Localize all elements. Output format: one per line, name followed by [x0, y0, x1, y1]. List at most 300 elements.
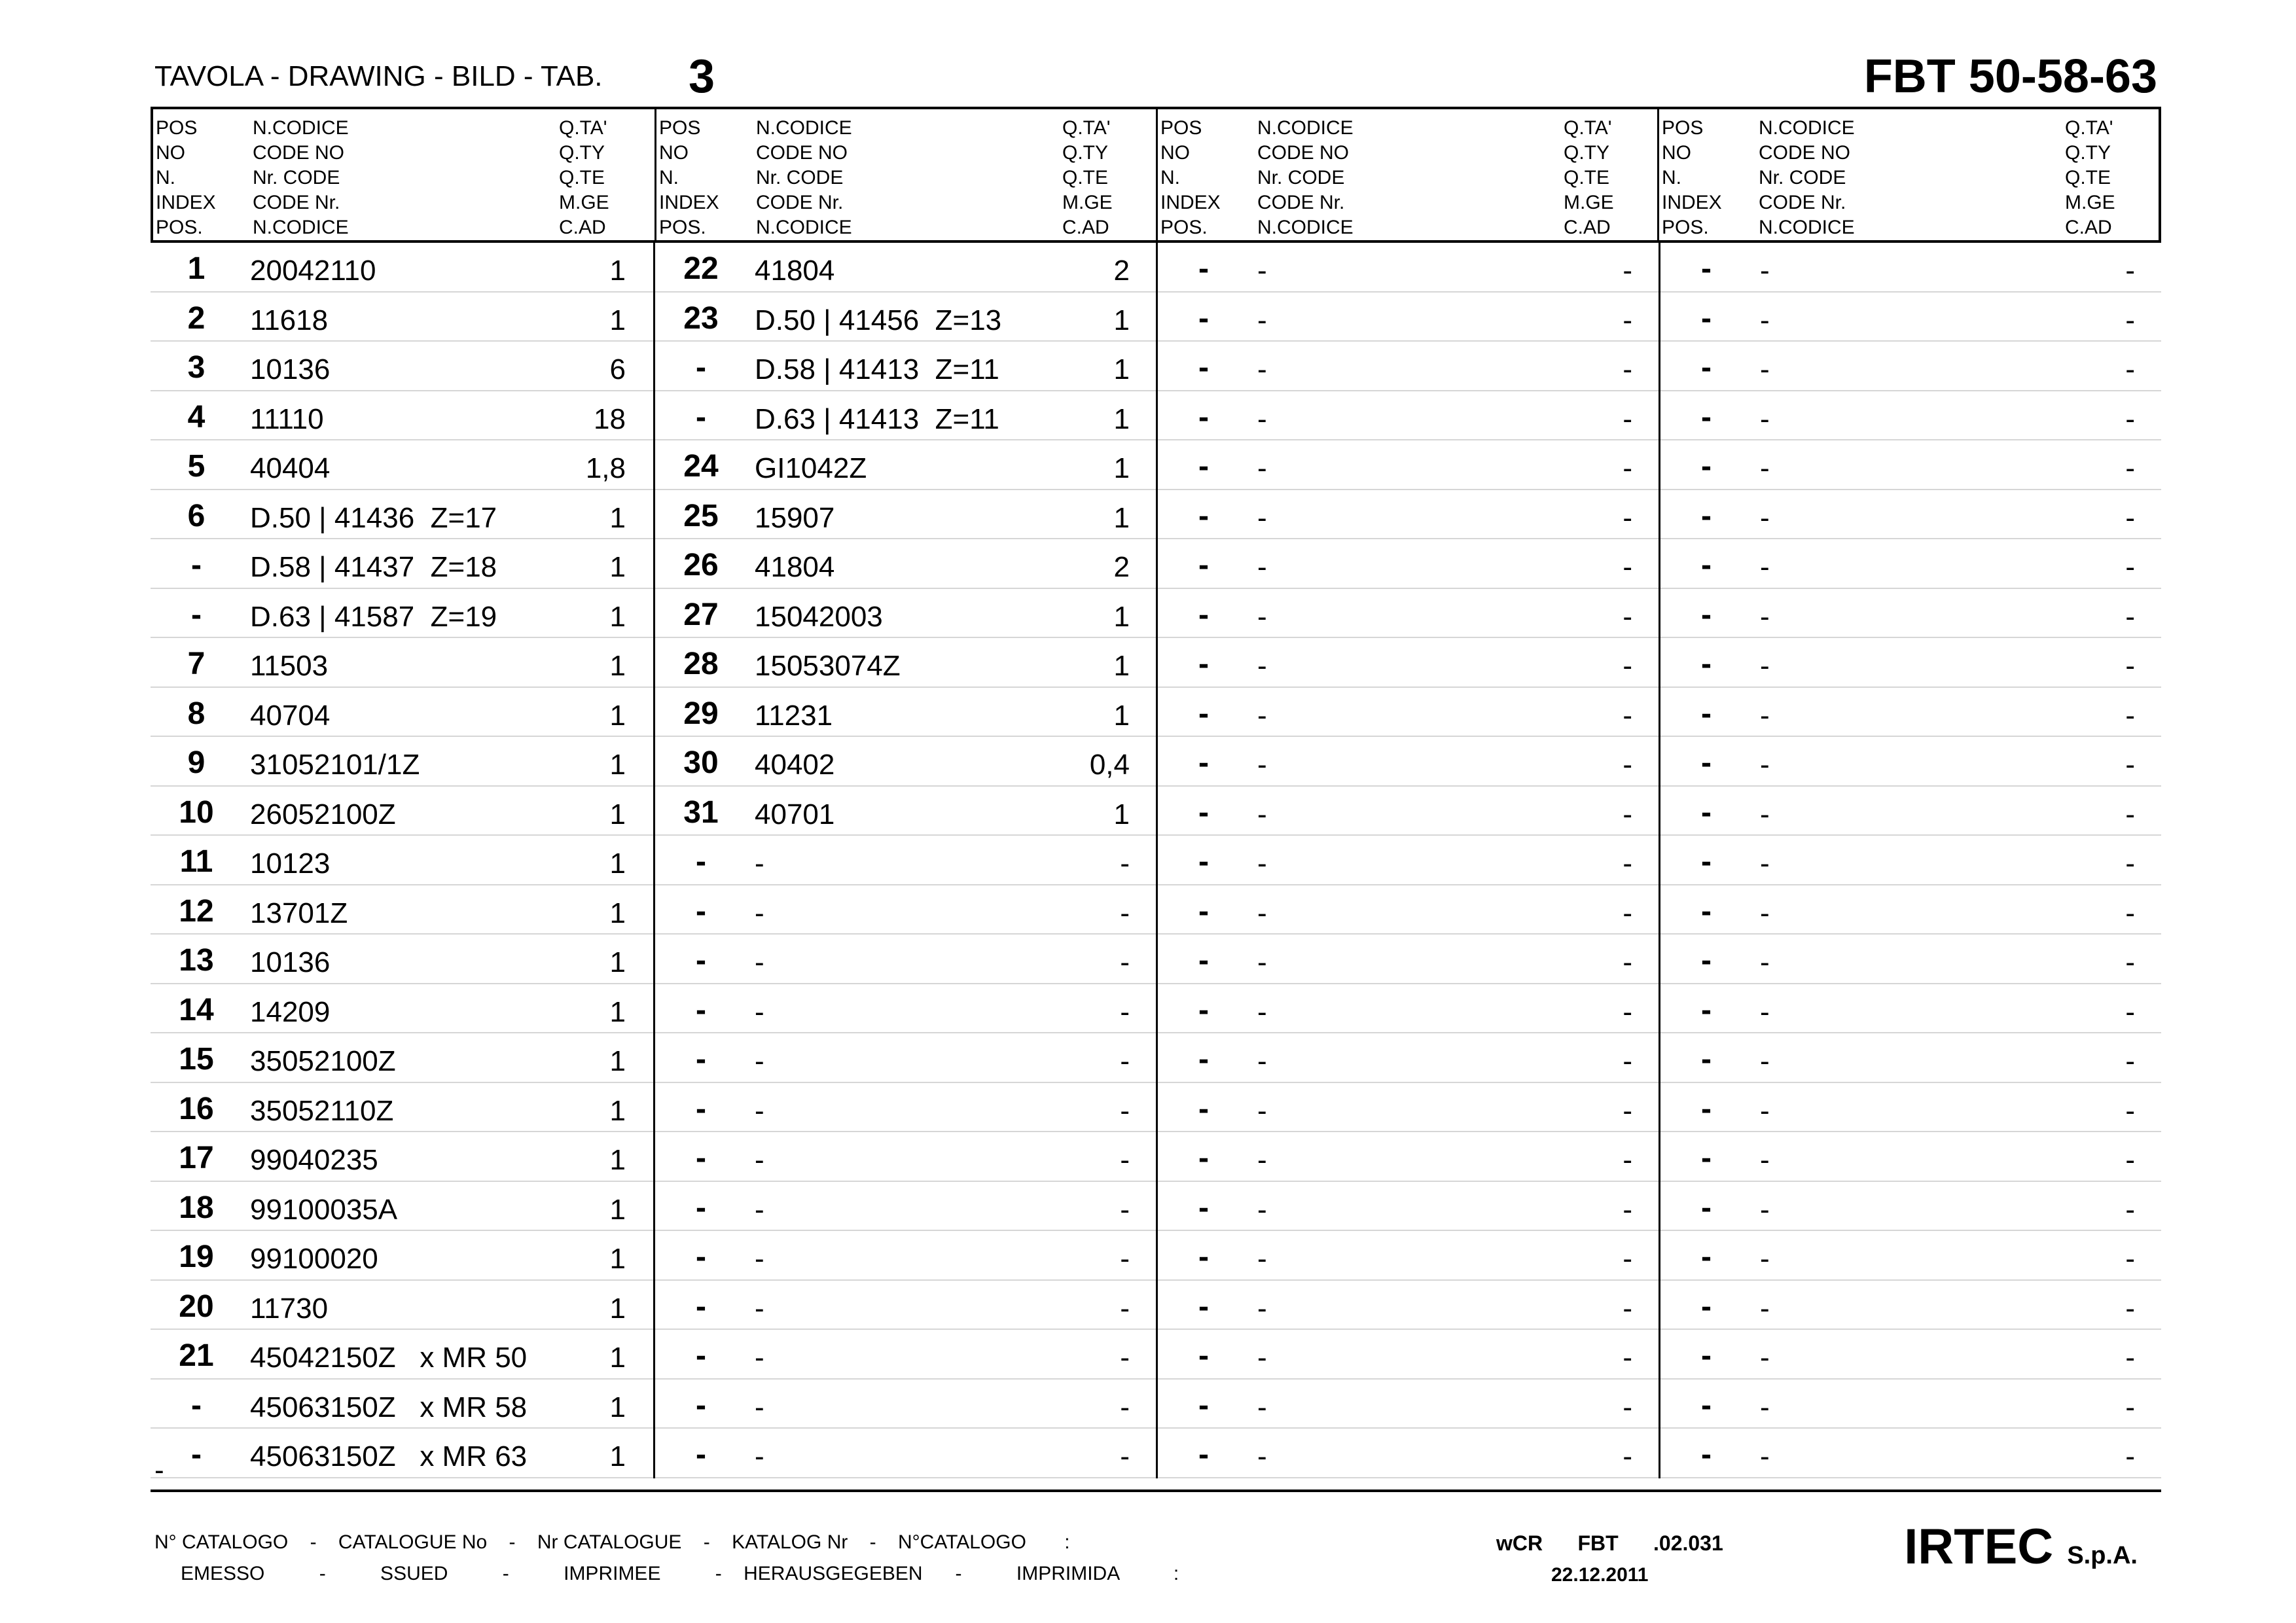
part-qty: - [1623, 1094, 1632, 1127]
header-code-label: N.CODICE [1257, 217, 1354, 238]
table-row [1660, 1380, 2161, 1429]
table-row [1660, 885, 2161, 935]
table-row [151, 1132, 653, 1182]
table-row [655, 787, 1156, 836]
part-qty: 1 [609, 897, 626, 929]
part-qty: - [1623, 452, 1632, 484]
parts-grid [151, 243, 2161, 1478]
part-qty: - [1623, 847, 1632, 880]
part-qty: 1 [609, 1094, 626, 1127]
part-pos: - [696, 399, 706, 435]
table-row [1660, 787, 2161, 836]
drawing-label: TAVOLA - DRAWING - BILD - TAB. [154, 60, 603, 92]
part-code: - [1257, 1193, 1267, 1226]
table-row [1660, 1083, 2161, 1133]
part-pos: - [1198, 251, 1209, 286]
part-pos: - [1701, 1387, 1712, 1423]
part-qty: 1 [1113, 798, 1130, 830]
part-qty: - [1623, 353, 1632, 385]
part-pos: - [1198, 1338, 1209, 1373]
part-pos: 29 [683, 696, 719, 731]
part-code: - [1257, 1243, 1267, 1275]
part-qty: 18 [594, 402, 626, 435]
part-pos: 8 [187, 696, 206, 731]
header-qty-label: Q.TA' [559, 117, 607, 139]
table-row [655, 984, 1156, 1034]
table-row [151, 1083, 653, 1133]
table-number: 3 [689, 50, 715, 103]
part-pos: - [1701, 1091, 1712, 1126]
header-code-label: Nr. CODE [253, 167, 340, 188]
part-code: - [1760, 1045, 1770, 1077]
part-qty: - [1623, 749, 1632, 781]
table-row [151, 836, 653, 885]
header-code-labels [1759, 116, 1855, 240]
table-row [151, 391, 653, 441]
table-row [151, 638, 653, 688]
part-pos: - [696, 1042, 706, 1077]
header-qty-label: C.AD [2065, 217, 2112, 238]
part-pos: - [696, 1289, 706, 1324]
part-qty: 1 [609, 255, 626, 287]
table-row [655, 1380, 1156, 1429]
header-qty-label: Q.TA' [1564, 117, 1612, 139]
part-pos: - [191, 597, 202, 632]
part-pos: - [1701, 696, 1712, 731]
part-qty: - [1623, 304, 1632, 336]
table-row [655, 1033, 1156, 1083]
part-code: - [755, 1440, 764, 1472]
part-qty: - [2125, 650, 2135, 682]
part-pos: - [1198, 992, 1209, 1027]
table-row [1158, 836, 1659, 885]
part-code: - [1257, 946, 1267, 978]
part-code: - [1760, 798, 1770, 830]
part-pos: - [696, 1387, 706, 1423]
part-pos: - [696, 943, 706, 978]
part-qty: 1 [609, 650, 626, 682]
header-pos-label: POS [1662, 117, 1704, 139]
header-qty-label: Q.TA' [1062, 117, 1111, 139]
part-code: - [1257, 995, 1267, 1028]
part-code: - [1760, 650, 1770, 682]
part-code: - [1257, 847, 1267, 880]
part-code: D.50 | 41456 Z=13 [755, 304, 1002, 336]
part-qty: - [1120, 897, 1130, 929]
table-row [655, 391, 1156, 441]
part-qty: - [2125, 1391, 2135, 1423]
catalogue-number: wCR FBT .02.031 [1496, 1531, 1723, 1555]
table-row [655, 1330, 1156, 1380]
part-pos: - [1198, 350, 1209, 385]
part-code: 20042110 [250, 255, 376, 287]
part-pos: - [1701, 1338, 1712, 1373]
part-qty: - [2125, 1144, 2135, 1176]
table-row [655, 638, 1156, 688]
table-row [1158, 293, 1659, 342]
part-pos: - [1701, 597, 1712, 632]
part-pos: 24 [683, 449, 719, 484]
part-qty: 1 [609, 1193, 626, 1226]
part-code: - [755, 1193, 764, 1226]
part-pos: - [1198, 794, 1209, 830]
column-header-block [153, 109, 655, 240]
header-pos-label: POS. [659, 217, 706, 238]
part-qty: - [1623, 1292, 1632, 1325]
table-row [1660, 342, 2161, 391]
table-row [1660, 836, 2161, 885]
part-qty: 1 [609, 304, 626, 336]
company-name: IRTEC [1904, 1519, 2054, 1575]
part-qty: 1 [609, 1292, 626, 1325]
header-pos-label: POS. [1662, 217, 1709, 238]
part-pos: - [1198, 647, 1209, 681]
part-pos: - [1701, 844, 1712, 879]
part-qty: 1 [609, 551, 626, 583]
table-row [1158, 737, 1659, 787]
part-code: 41804 [755, 551, 835, 583]
table-row [151, 935, 653, 984]
part-code: - [1257, 699, 1267, 732]
table-row [1660, 440, 2161, 490]
part-code: - [1760, 995, 1770, 1028]
table-row [655, 1083, 1156, 1133]
part-code: - [755, 1391, 764, 1423]
table-row [1158, 787, 1659, 836]
table-row [151, 1033, 653, 1083]
part-qty: - [2125, 600, 2135, 633]
header-qty-label: Q.TE [1564, 167, 1610, 188]
part-code: - [1257, 1144, 1267, 1176]
table-row [655, 293, 1156, 342]
part-qty: - [1623, 1243, 1632, 1275]
part-code: - [1760, 699, 1770, 732]
table-row [655, 589, 1156, 639]
header-code-label: CODE Nr. [756, 192, 844, 213]
part-qty: - [2125, 749, 2135, 781]
part-pos: - [696, 1091, 706, 1126]
part-code: - [1760, 1440, 1770, 1472]
part-qty: 1 [609, 798, 626, 830]
part-pos: - [1198, 1042, 1209, 1077]
part-qty: 1 [609, 1440, 626, 1472]
part-qty: 2 [1113, 255, 1130, 287]
part-pos: - [1198, 1190, 1209, 1225]
header-pos-label: POS [1160, 117, 1202, 139]
part-code: - [1760, 1193, 1770, 1226]
table-row [655, 737, 1156, 787]
part-pos: - [1198, 1141, 1209, 1175]
table-row [1158, 1083, 1659, 1133]
part-code: 40701 [755, 798, 835, 830]
table-row [151, 1429, 653, 1478]
part-pos: - [191, 1387, 202, 1423]
header-pos-label: POS [659, 117, 701, 139]
part-code: - [1257, 1292, 1267, 1325]
table-row [655, 688, 1156, 738]
part-pos: - [1198, 399, 1209, 435]
part-pos: - [1198, 449, 1209, 484]
table-row [1660, 1429, 2161, 1478]
table-row [1158, 1380, 1659, 1429]
header-code-label: Nr. CODE [1759, 167, 1846, 188]
part-qty: 1 [609, 1342, 626, 1374]
header-qty-labels [2065, 116, 2115, 240]
part-qty: - [1120, 1243, 1130, 1275]
part-qty: - [1120, 847, 1130, 880]
table-row [1158, 885, 1659, 935]
part-qty: - [1623, 551, 1632, 583]
header-qty-label: Q.TA' [2065, 117, 2113, 139]
table-row [151, 490, 653, 540]
part-qty: - [2125, 1292, 2135, 1325]
header-code-label: CODE Nr. [1257, 192, 1345, 213]
part-qty: 1 [1113, 402, 1130, 435]
part-qty: - [1623, 501, 1632, 534]
part-code: - [1760, 353, 1770, 385]
part-pos: - [696, 992, 706, 1027]
table-row [151, 688, 653, 738]
table-row [1158, 1330, 1659, 1380]
part-code: - [1760, 946, 1770, 978]
table-row [1660, 935, 2161, 984]
header-pos-label: N. [659, 167, 679, 188]
part-qty: - [1623, 798, 1632, 830]
header-pos-label: NO [659, 142, 689, 164]
part-code: 14209 [250, 995, 331, 1028]
part-pos: - [696, 893, 706, 929]
part-code: GI1042Z [755, 452, 867, 484]
part-pos: 9 [187, 745, 206, 780]
header-code-label: Nr. CODE [1257, 167, 1345, 188]
header-pos-label: N. [156, 167, 175, 188]
part-qty: - [1623, 1391, 1632, 1423]
table-row [151, 1281, 653, 1330]
part-code: - [755, 897, 764, 929]
parts-column [653, 243, 1156, 1478]
part-qty: 1 [1113, 600, 1130, 633]
table-row [655, 342, 1156, 391]
part-code: 15042003 [755, 600, 883, 633]
part-code: 11618 [250, 304, 329, 336]
header-pos-label: INDEX [1160, 192, 1221, 213]
part-code: - [1760, 402, 1770, 435]
table-row [1660, 1182, 2161, 1232]
part-pos: 25 [683, 498, 719, 533]
part-code: - [1760, 452, 1770, 484]
part-qty: 1 [609, 600, 626, 633]
part-code: 13701Z [250, 897, 348, 929]
header-code-label: N.CODICE [253, 217, 349, 238]
part-code: 40402 [755, 749, 835, 781]
part-code: - [1760, 600, 1770, 633]
header-code-label: CODE Nr. [1759, 192, 1846, 213]
part-qty: - [2125, 1094, 2135, 1127]
part-code: 99100020 [250, 1243, 378, 1275]
part-pos: 11 [179, 844, 213, 879]
table-row [1158, 539, 1659, 589]
part-pos: 15 [179, 1042, 214, 1077]
header-qty-label: Q.TE [1062, 167, 1109, 188]
part-qty: 1 [1113, 501, 1130, 534]
column-header-block [655, 109, 1156, 240]
part-code: 35052100Z [250, 1045, 396, 1077]
part-pos: - [696, 1437, 706, 1472]
table-row [151, 243, 653, 293]
header-qty-labels [559, 116, 609, 240]
part-code: - [1257, 749, 1267, 781]
part-code: - [755, 995, 764, 1028]
part-pos: - [1198, 1240, 1209, 1274]
part-code: D.58 | 41413 Z=11 [755, 353, 999, 385]
part-code: 40704 [250, 699, 331, 732]
part-code: - [1760, 501, 1770, 534]
issue-date: 22.12.2011 [1551, 1564, 1649, 1586]
part-pos: - [1198, 1387, 1209, 1423]
part-qty: - [1120, 1440, 1130, 1472]
header-qty-label: C.AD [1062, 217, 1109, 238]
part-qty: 1 [609, 1045, 626, 1077]
part-pos: - [1198, 1289, 1209, 1324]
part-qty: - [1120, 1292, 1130, 1325]
part-qty: - [2125, 699, 2135, 732]
column-headers [151, 107, 2161, 243]
part-pos: 4 [187, 399, 206, 435]
part-qty: - [2125, 946, 2135, 978]
part-qty: - [2125, 402, 2135, 435]
part-qty: - [2125, 255, 2135, 287]
catalogue-label-line: N° CATALOGO - CATALOGUE No - Nr CATALOGUE - KATALOG Nr - N°CATALOGO : [154, 1531, 1070, 1553]
part-qty: 1 [609, 946, 626, 978]
table-row [1158, 688, 1659, 738]
part-qty: 1 [1113, 353, 1130, 385]
table-row [151, 342, 653, 391]
table-row [1158, 1132, 1659, 1182]
part-pos: 31 [683, 794, 719, 830]
notes-line: - [154, 1454, 164, 1486]
part-qty: - [2125, 304, 2135, 336]
part-pos: - [1701, 1437, 1712, 1472]
part-code: 35052110Z [250, 1094, 394, 1127]
table-row [151, 787, 653, 836]
header-code-label: N.CODICE [1759, 217, 1855, 238]
part-pos: - [1701, 548, 1712, 582]
table-row [655, 490, 1156, 540]
part-code: 45063150Z x MR 58 [250, 1391, 528, 1423]
part-code: 45063150Z x MR 63 [250, 1440, 528, 1472]
header-qty-labels [1062, 116, 1113, 240]
table-row [1660, 1281, 2161, 1330]
part-qty: - [2125, 798, 2135, 830]
part-pos: - [696, 1240, 706, 1274]
part-qty: - [1623, 1440, 1632, 1472]
part-code: - [1257, 1342, 1267, 1374]
parts-column [1659, 243, 2161, 1478]
part-code: - [755, 1094, 764, 1127]
part-pos: 2 [187, 300, 206, 336]
table-row [151, 1330, 653, 1380]
header-qty-label: Q.TY [559, 142, 605, 164]
part-code: - [1257, 600, 1267, 633]
header-qty-label: M.GE [1564, 192, 1614, 213]
part-qty: - [2125, 847, 2135, 880]
part-qty: - [1623, 699, 1632, 732]
part-code: - [1760, 304, 1770, 336]
table-row [1660, 737, 2161, 787]
part-code: - [1760, 1243, 1770, 1275]
part-pos: - [1701, 893, 1712, 929]
part-qty: - [2125, 1193, 2135, 1226]
part-pos: - [1701, 1190, 1712, 1225]
part-pos: - [1701, 350, 1712, 385]
header-code-label: N.CODICE [756, 217, 852, 238]
table-row [1158, 490, 1659, 540]
table-row [655, 539, 1156, 589]
part-qty: - [1120, 1193, 1130, 1226]
part-code: - [1257, 255, 1267, 287]
part-qty: - [1623, 995, 1632, 1028]
part-qty: 1 [609, 699, 626, 732]
part-code: D.63 | 41587 Z=19 [250, 600, 497, 633]
table-row [1660, 391, 2161, 441]
part-pos: 20 [179, 1289, 214, 1324]
part-code: - [1257, 501, 1267, 534]
table-row [1660, 243, 2161, 293]
part-code: - [1760, 1391, 1770, 1423]
part-code: - [1257, 897, 1267, 929]
part-qty: - [2125, 1342, 2135, 1374]
table-row [1158, 440, 1659, 490]
table-row [151, 440, 653, 490]
part-qty: - [2125, 1045, 2135, 1077]
part-pos: - [1701, 399, 1712, 435]
part-code: - [1257, 353, 1267, 385]
table-row [1660, 688, 2161, 738]
part-qty: - [1120, 1391, 1130, 1423]
part-pos: - [696, 844, 706, 879]
header-code-label: N.CODICE [253, 117, 349, 139]
part-code: - [755, 1342, 764, 1374]
part-qty: - [2125, 551, 2135, 583]
part-qty: - [2125, 897, 2135, 929]
part-qty: - [1120, 1094, 1130, 1127]
header-pos-label: NO [156, 142, 185, 164]
part-pos: - [1701, 745, 1712, 780]
part-pos: - [1701, 251, 1712, 286]
part-pos: 17 [179, 1141, 214, 1175]
table-row [151, 1380, 653, 1429]
table-row [1660, 1231, 2161, 1281]
part-qty: - [2125, 995, 2135, 1028]
table-row [1660, 638, 2161, 688]
part-pos: 30 [683, 745, 719, 780]
part-code: - [1760, 897, 1770, 929]
parts-column [1156, 243, 1659, 1478]
part-qty: - [1623, 897, 1632, 929]
part-pos: - [1198, 745, 1209, 780]
table-row [655, 836, 1156, 885]
part-code: 11231 [755, 699, 833, 732]
part-pos: 18 [179, 1190, 214, 1225]
part-pos: - [1701, 1141, 1712, 1175]
part-qty: - [2125, 1440, 2135, 1472]
header-qty-label: Q.TY [2065, 142, 2111, 164]
part-pos: - [1701, 300, 1712, 336]
part-code: 40404 [250, 452, 331, 484]
page-header [154, 50, 2157, 102]
part-code: 11110 [250, 402, 324, 435]
header-qty-label: Q.TY [1062, 142, 1109, 164]
